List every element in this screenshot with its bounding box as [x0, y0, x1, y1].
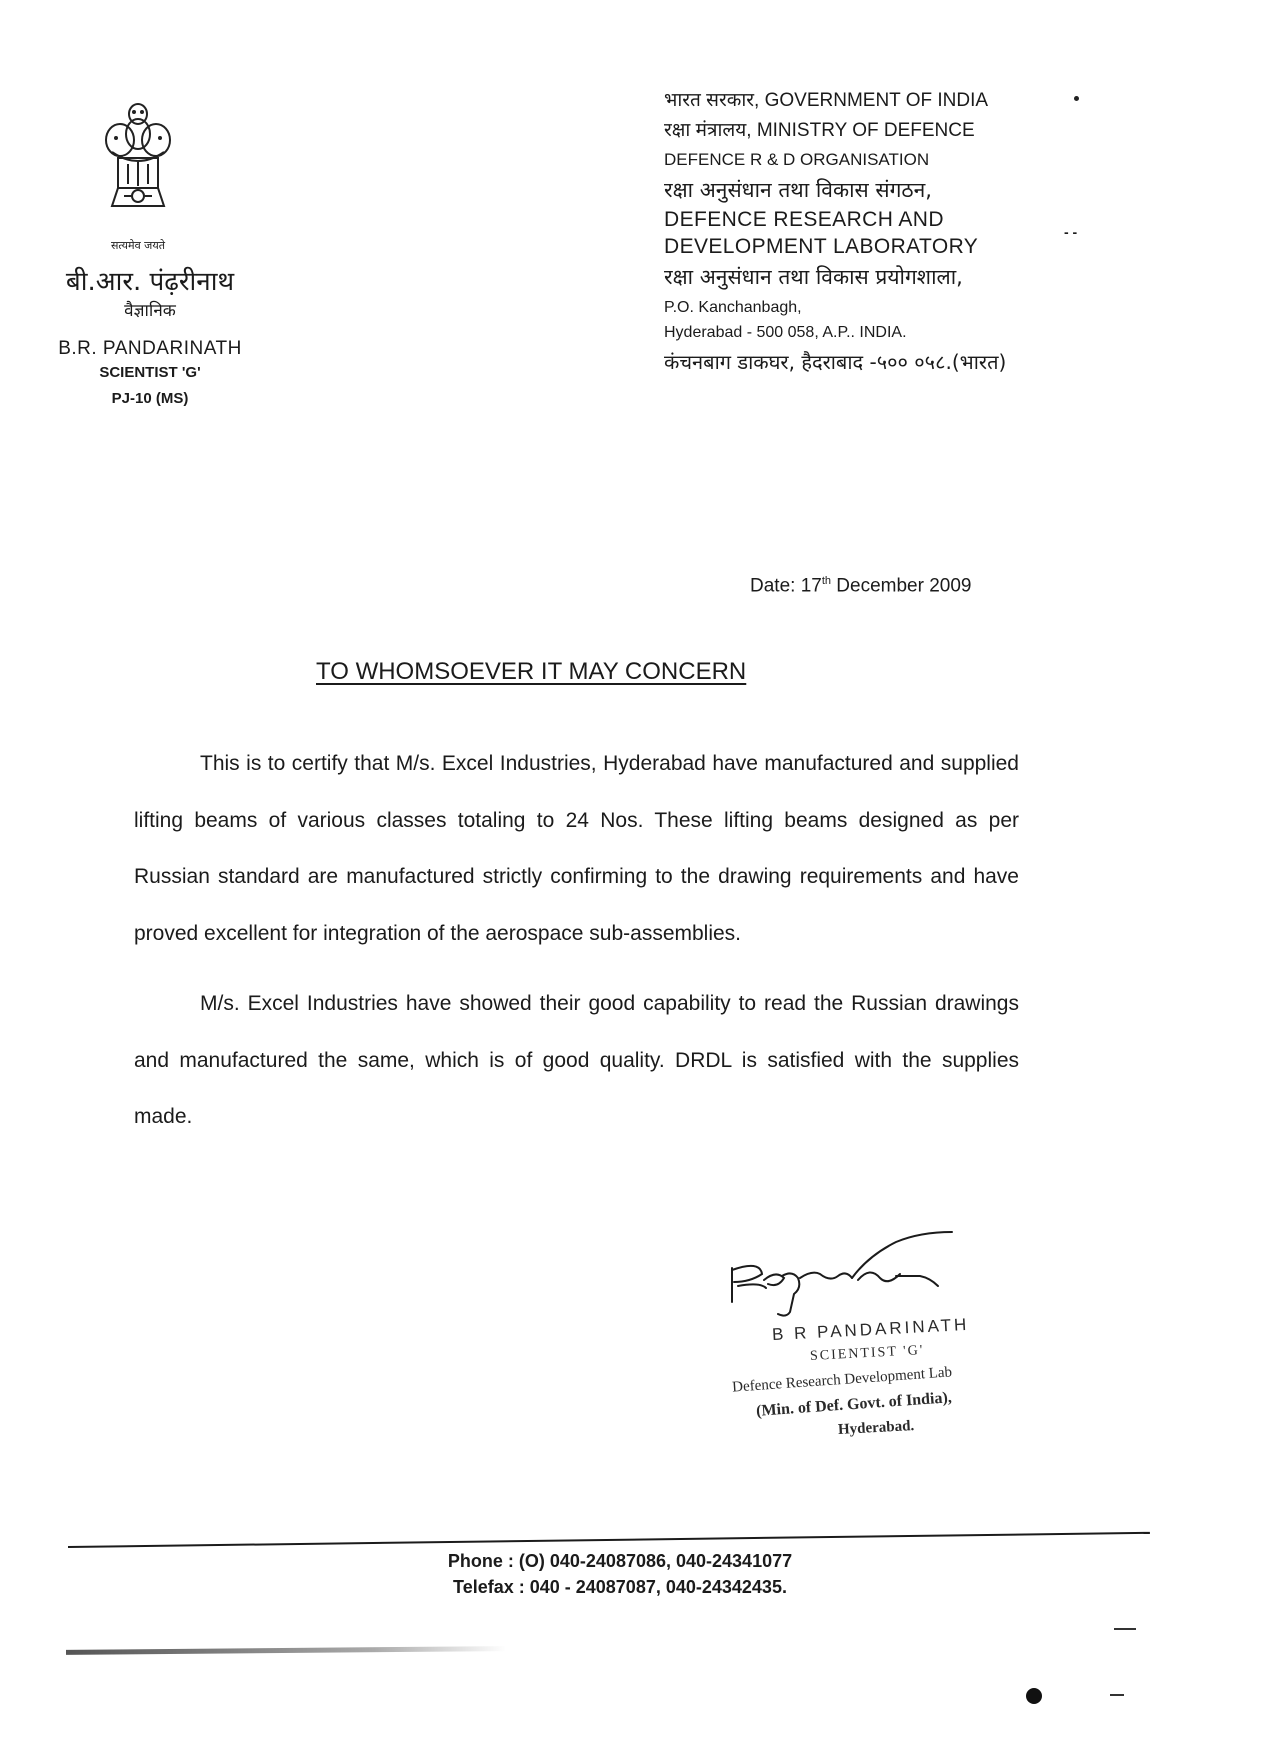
body-paragraph-1: This is to certify that M/s. Excel Industries, Hyderabad have manufactured and supplied lifting beams of various classes totaling to 24 Nos. These lifting beams designed as per Russian standard are manufactured strictly confirming to the drawing requirements and have proved excellent for integration of the aerospace sub-assemblies. [134, 752, 1019, 945]
org-address-line-1: P.O. Kanchanbagh, [664, 299, 802, 316]
date-prefix: Date: 17 [750, 575, 822, 597]
stamp-designation: SCIENTIST 'G' [809, 1343, 925, 1364]
footer-divider [68, 1532, 1150, 1548]
org-line-2: रक्षा मंत्रालय, MINISTRY OF DEFENCE [664, 120, 975, 141]
date-suffix: th [821, 575, 832, 587]
letter-body [134, 736, 1019, 1146]
officer-code: PJ-10 (MS) [111, 390, 189, 407]
org-line-1: भारत सरकार, GOVERNMENT OF INDIA [664, 90, 989, 111]
scan-smudge [66, 1646, 506, 1655]
org-address-line-2: Hyderabad - 500 058, A.P.. INDIA. [664, 324, 907, 341]
org-line-4: रक्षा अनुसंधान तथा विकास संगठन, [664, 178, 932, 202]
org-line-7: रक्षा अनुसंधान तथा विकास प्रयोगशाला, [664, 265, 963, 289]
officer-name-hindi: बी.आर. पंढ़रीनाथ [65, 267, 235, 297]
stamp-city: Hyderabad. [837, 1418, 915, 1438]
org-address-hindi: कंचनबाग डाकघर, हैदराबाद -५०० ०५८.(भारत) [664, 350, 1007, 374]
officer-designation-hindi: वैज्ञानिक [124, 301, 176, 321]
org-line-6: DEVELOPMENT LABORATORY [664, 235, 979, 258]
official-stamp [720, 1314, 1050, 1440]
org-line-5: DEFENCE RESEARCH AND [664, 208, 944, 231]
date-rest: December 2009 [831, 575, 972, 597]
handwritten-signature [720, 1230, 1020, 1320]
body-paragraph-2: M/s. Excel Industries have showed their good capability to read the Russian drawings and manufactured the same, which is of good quality. DRDL is satisfied with the supplies made. [134, 992, 1019, 1128]
letter-date [750, 575, 971, 597]
stamp-ministry: (Min. of Def. Govt. of India), [755, 1389, 953, 1420]
stamp-organisation: Defence Research Development Lab [731, 1364, 953, 1396]
letter-title: TO WHOMSOEVER IT MAY CONCERN [316, 658, 747, 685]
footer-telefax: Telefax : 040 - 24087087, 040-24342435. [453, 1577, 787, 1597]
ink-mark [1110, 1694, 1124, 1696]
ink-dot [1074, 96, 1079, 101]
ink-mark [1114, 1628, 1136, 1630]
ink-blot [1026, 1688, 1042, 1704]
officer-designation: SCIENTIST 'G' [99, 364, 201, 381]
officer-name: B.R. PANDARINATH [58, 338, 242, 359]
org-line-3: DEFENCE R & D ORGANISATION [664, 150, 930, 169]
emblem-motto: सत्यमेव जयते [110, 239, 165, 252]
footer-phone: Phone : (O) 040-24087086, 040-24341077 [447, 1551, 793, 1571]
stamp-name: B R PANDARINATH [771, 1314, 970, 1345]
ink-dashes: - - [1064, 224, 1078, 240]
national-emblem-icon [98, 100, 178, 235]
footer-contact [400, 1548, 840, 1600]
